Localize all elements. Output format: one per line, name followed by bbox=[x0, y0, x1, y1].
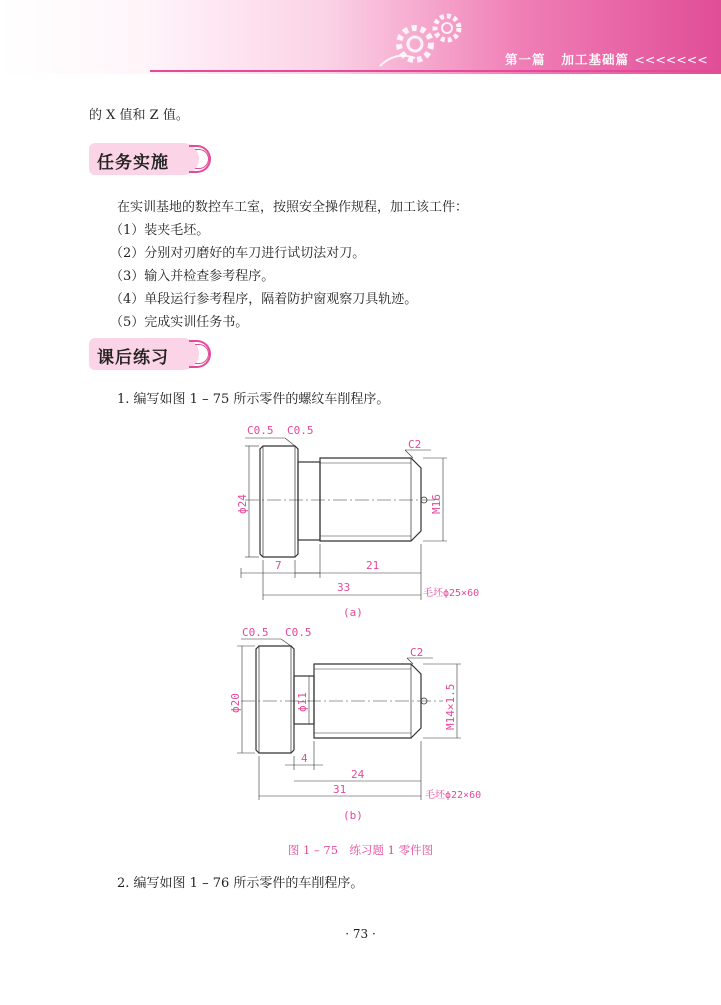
page-number: · 73 · bbox=[345, 927, 376, 941]
chamfer-label: C0.5 bbox=[242, 626, 269, 639]
drawing-b bbox=[225, 624, 515, 830]
dimension-label: 7 bbox=[275, 559, 282, 572]
intro-line: 的 X 值和 Z 值。 bbox=[89, 108, 189, 123]
section-title: 任务实施 bbox=[97, 153, 169, 173]
chamfer-label: C0.5 bbox=[285, 626, 312, 639]
section-title: 课后练习 bbox=[97, 348, 169, 368]
exercise-2: 2. 编写如图 1 – 76 所示零件的车削程序。 bbox=[117, 876, 364, 891]
thread-label: M16 bbox=[430, 494, 443, 514]
section-heading-exercises bbox=[89, 338, 213, 370]
subfigure-label: (a) bbox=[343, 606, 363, 619]
chamfer-label: C0.5 bbox=[287, 424, 314, 437]
dimension-label: 24 bbox=[351, 768, 365, 781]
gear-icon bbox=[375, 6, 475, 72]
dimension-label: 33 bbox=[337, 581, 351, 594]
task-step: （4）单段运行参考程序，隔着防护窗观察刀具轨迹。 bbox=[110, 292, 418, 307]
chevron-icon: <<<<<<< bbox=[634, 52, 708, 67]
task-step: （5）完成实训任务书。 bbox=[110, 315, 249, 330]
task-step: （1）装夹毛坯。 bbox=[110, 223, 210, 238]
blank-label: 毛坯ϕ25×60 bbox=[423, 588, 480, 599]
header-rule bbox=[150, 70, 721, 72]
drawing-a bbox=[225, 418, 505, 622]
chamfer-label: C2 bbox=[408, 438, 422, 451]
chamfer-label: C0.5 bbox=[247, 424, 274, 437]
subfigure-label: (b) bbox=[343, 809, 363, 822]
dimension-label: 21 bbox=[366, 559, 380, 572]
dimension-label: 31 bbox=[333, 783, 347, 796]
diameter-label: ϕ20 bbox=[229, 693, 242, 713]
header-part: 第一篇 bbox=[505, 52, 546, 67]
section-heading-task bbox=[89, 143, 213, 175]
task-step: （2）分别对刃磨好的车刀进行试切法对刀。 bbox=[110, 246, 366, 261]
blank-label: 毛坯ϕ22×60 bbox=[425, 790, 482, 801]
diameter-label: ϕ24 bbox=[236, 494, 249, 514]
task-step: （3）输入并检查参考程序。 bbox=[110, 269, 275, 284]
header-title: 加工基础篇 bbox=[561, 52, 630, 67]
groove-diameter-label: ϕ11 bbox=[296, 692, 309, 712]
task-lead: 在实训基地的数控车工室，按照安全操作规程，加工该工件： bbox=[117, 200, 469, 215]
dimension-label: 4 bbox=[301, 752, 308, 765]
chamfer-label: C2 bbox=[410, 646, 424, 659]
figure-caption: 图 1 – 75 练习题 1 零件图 bbox=[287, 843, 434, 857]
running-header bbox=[505, 50, 708, 68]
exercise-1: 1. 编写如图 1 – 75 所示零件的螺纹车削程序。 bbox=[117, 392, 390, 407]
thread-label: M14×1.5 bbox=[444, 683, 457, 730]
